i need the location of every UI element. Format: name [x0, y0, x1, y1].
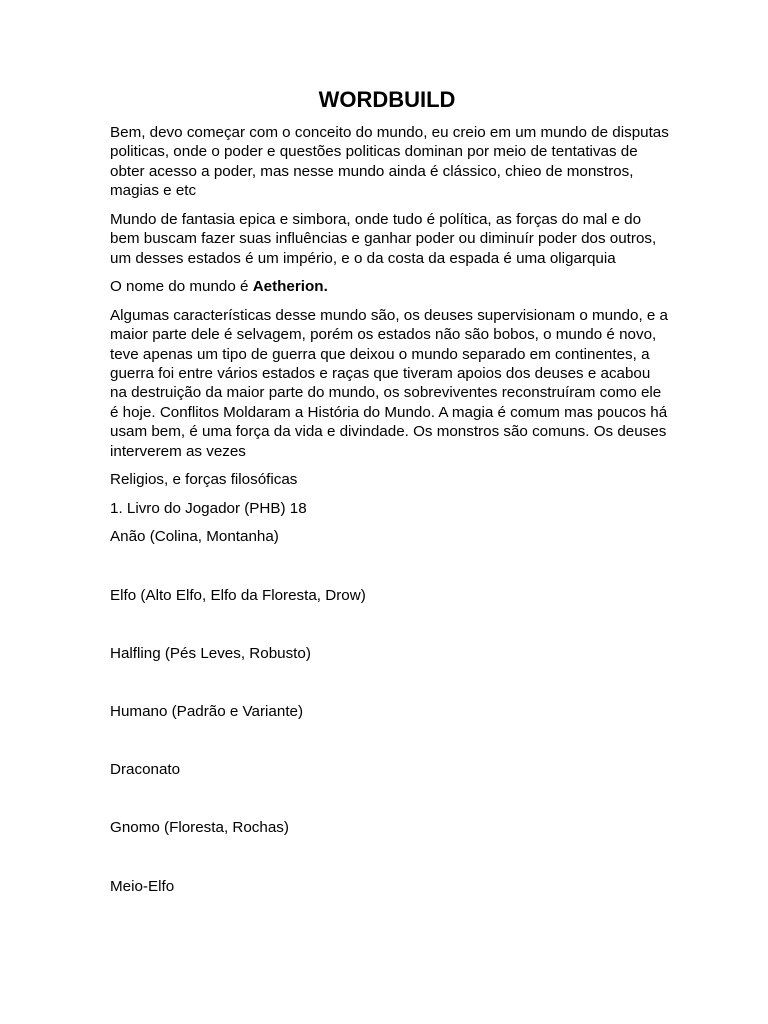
world-name: Aetherion. — [252, 278, 328, 296]
paragraph-world-concept: Bem, devo começar com o conceito do mundo, eu creio em um mundo de disputas politicas, onde o poder e questões politicas dominan por meio de tentativas de obter acesso a poder, mas nesse mundo ainda é clássico, chieo de monstros, magias e etc — [110, 124, 669, 200]
spacer — [110, 721, 670, 760]
paragraph-world-name — [110, 277, 670, 296]
paragraph-religions: Religios, e forças filosóficas — [110, 471, 298, 489]
race-item: Meio-Elfo — [110, 877, 175, 895]
spacer — [110, 838, 670, 877]
spacer — [110, 663, 670, 702]
race-item: Humano (Padrão e Variante) — [110, 703, 304, 720]
race-item: Gnomo (Floresta, Rochas) — [110, 819, 289, 837]
paragraph-fantasy-politics: Mundo de fantasia epica e simbora, onde tudo é política, as forças do mal e do bem buscam fazer suas influências e ganhar poder ou diminuír poder dos outros, um desses estados é um império, e o da costa da espada é uma oligarquia — [110, 210, 657, 267]
race-item: Anão (Colina, Montanha) — [110, 528, 279, 546]
document-title: WORDBUILD — [318, 87, 456, 112]
document-page — [110, 86, 670, 896]
spacer — [110, 547, 670, 586]
list-item-book-reference: 1. Livro do Jogador (PHB) 18 — [110, 499, 307, 517]
spacer — [110, 605, 670, 644]
race-item: Elfo (Alto Elfo, Elfo da Floresta, Drow) — [110, 586, 366, 604]
spacer — [110, 780, 670, 819]
world-name-prefix: O nome do mundo é — [110, 278, 253, 296]
paragraph-characteristics: Algumas características desse mundo são, os deuses supervisionam o mundo, e a maior parte dele é selvagem, porém os estados não são bobos, o mundo é novo, teve apenas um tipo de guerra que deixou o mundo separado em continentes, a guerra foi entre vários estados e raças que tiveram apoios dos deuses e acabou na destruição da maior parte do mundo, os sobreviventes reconstruíram como ele é hoje. Conflitos Moldaram a História do Mundo. A magia é comum mas poucos há usam bem, é uma força da vida e divindade. Os monstros são comuns. Os deuses interverem as vezes — [110, 306, 669, 460]
race-item: Halfling (Pés Leves, Robusto) — [110, 644, 311, 662]
race-list — [110, 527, 670, 896]
race-item: Draconato — [110, 761, 181, 779]
